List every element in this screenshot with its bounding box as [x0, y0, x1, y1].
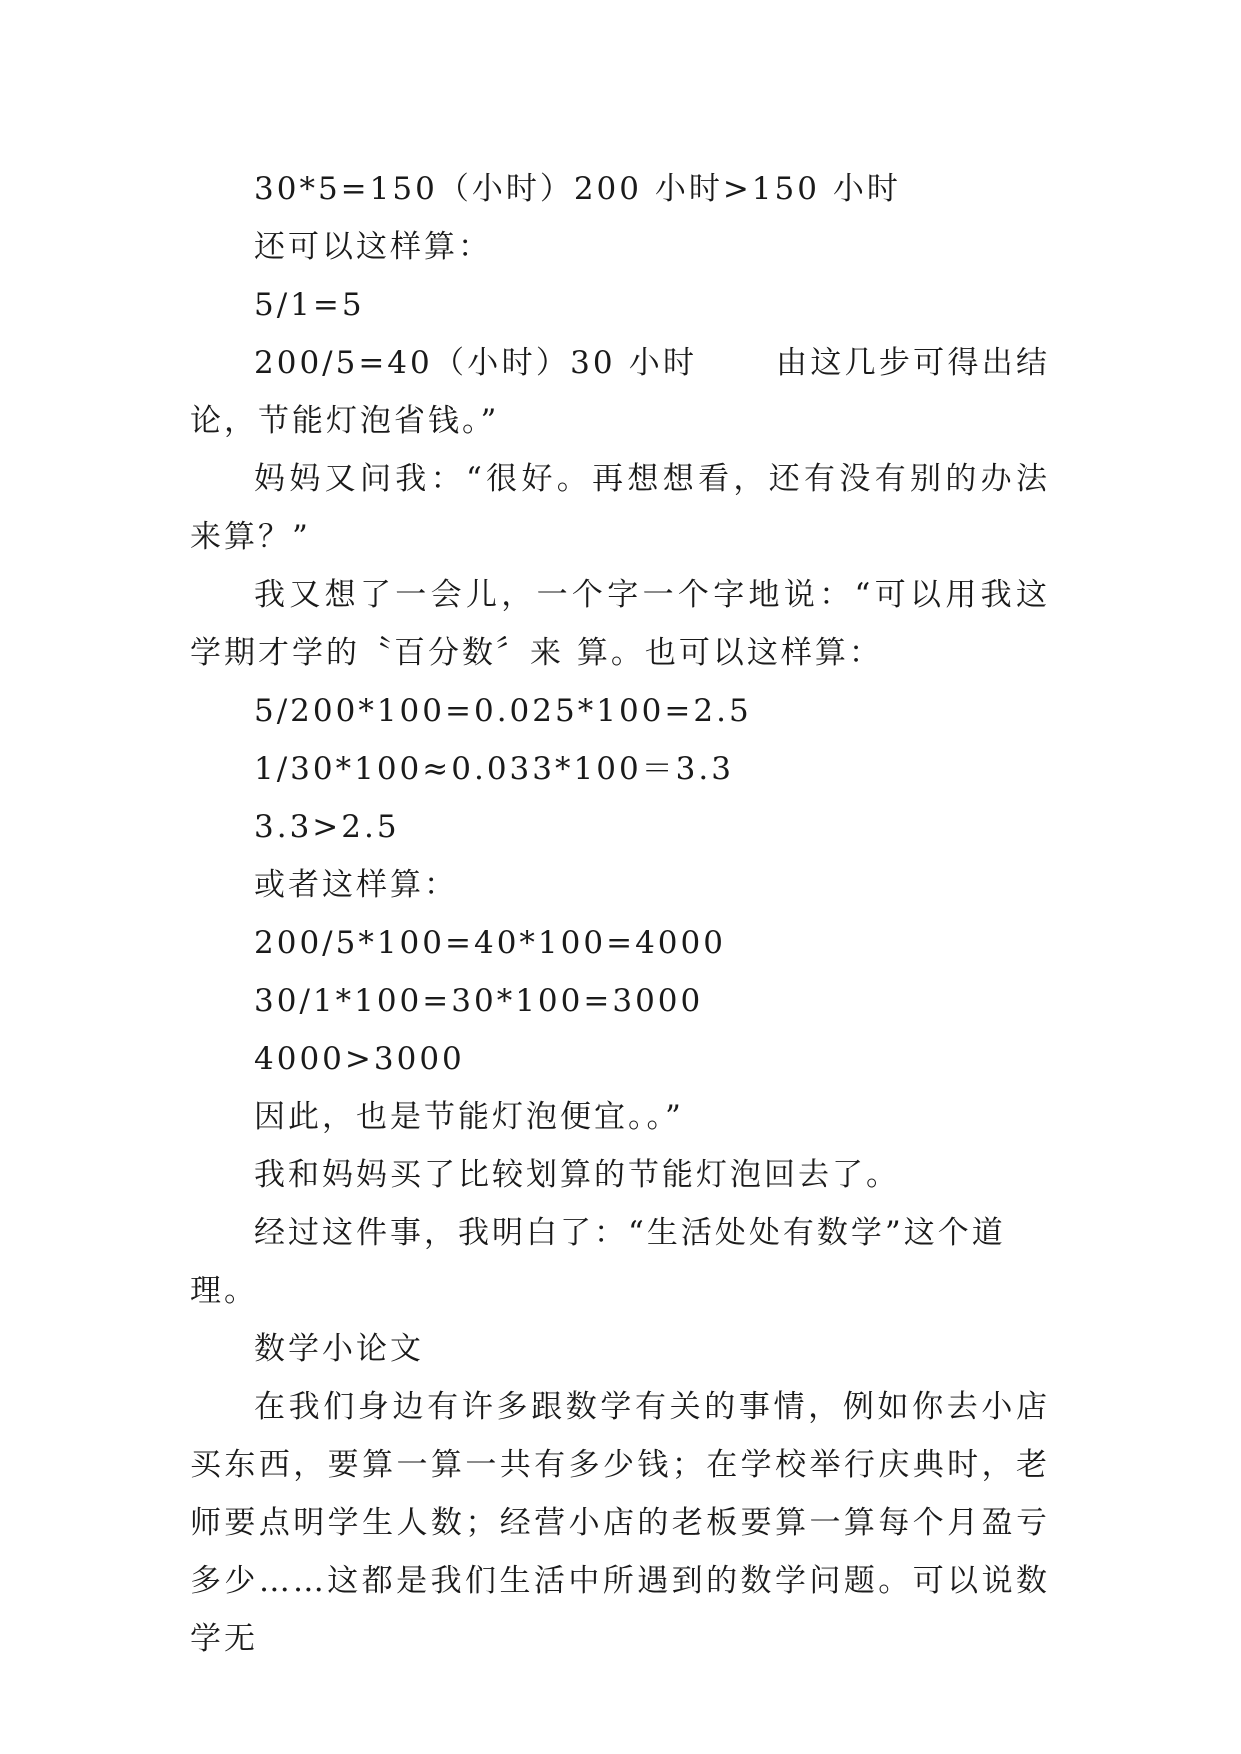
paragraph-hours-compare: 4000>3000 — [254, 1041, 465, 1077]
paragraph-hours-calc-1: 200/5*100=40*100=4000 — [254, 925, 726, 961]
paragraph-bought-bulbs: 我和妈妈买了比较划算的节能灯泡回去了。 — [254, 1157, 900, 1193]
paragraph-percent-calc-2: 1/30*100≈0.033*100＝3.3 — [254, 751, 734, 787]
paragraph-percent-method: 我又想了一会儿，一个字一个字地说：“可以用我这学期才学的〝百分数〞来 算。也可以这样算： — [190, 577, 1050, 671]
paragraph-hours-calc-2: 30/1*100=30*100=3000 — [254, 983, 704, 1019]
paragraph-percent-compare: 3.3>2.5 — [254, 809, 400, 845]
document-body — [190, 160, 1050, 1668]
paragraph-another-way: 还可以这样算： — [254, 229, 492, 265]
paragraph-or-this-way: 或者这样算： — [254, 867, 458, 903]
paragraph-ratio: 5/1=5 — [254, 287, 365, 323]
paragraph-essay-intro: 在我们身边有许多跟数学有关的事情，例如你去小店买东西，要算一算一共有多少钱；在学校举行庆典时，老师要点明学生人数；经营小店的老板要算一算每个月盈亏多少……这都是我们生活中所遇到的数学问题。可以说数学无 — [190, 1389, 1050, 1657]
paragraph-calc-hours: 30*5=150（小时）200 小时>150 小时 — [254, 171, 901, 207]
paragraph-lesson: 经过这件事，我明白了：“生活处处有数学”这个道理。 — [190, 1215, 1006, 1309]
paragraph-conclusion: 200/5=40（小时）30 小时 由这几步可得出结论，节能灯泡省钱。” — [190, 345, 1050, 439]
paragraph-therefore: 因此，也是节能灯泡便宜。。” — [254, 1099, 684, 1135]
paragraph-mom-question: 妈妈又问我：“很好。再想想看，还有没有别的办法来算？” — [190, 461, 1050, 555]
paragraph-percent-calc-1: 5/200*100=0.025*100=2.5 — [254, 693, 752, 729]
section-title: 数学小论文 — [254, 1331, 424, 1367]
